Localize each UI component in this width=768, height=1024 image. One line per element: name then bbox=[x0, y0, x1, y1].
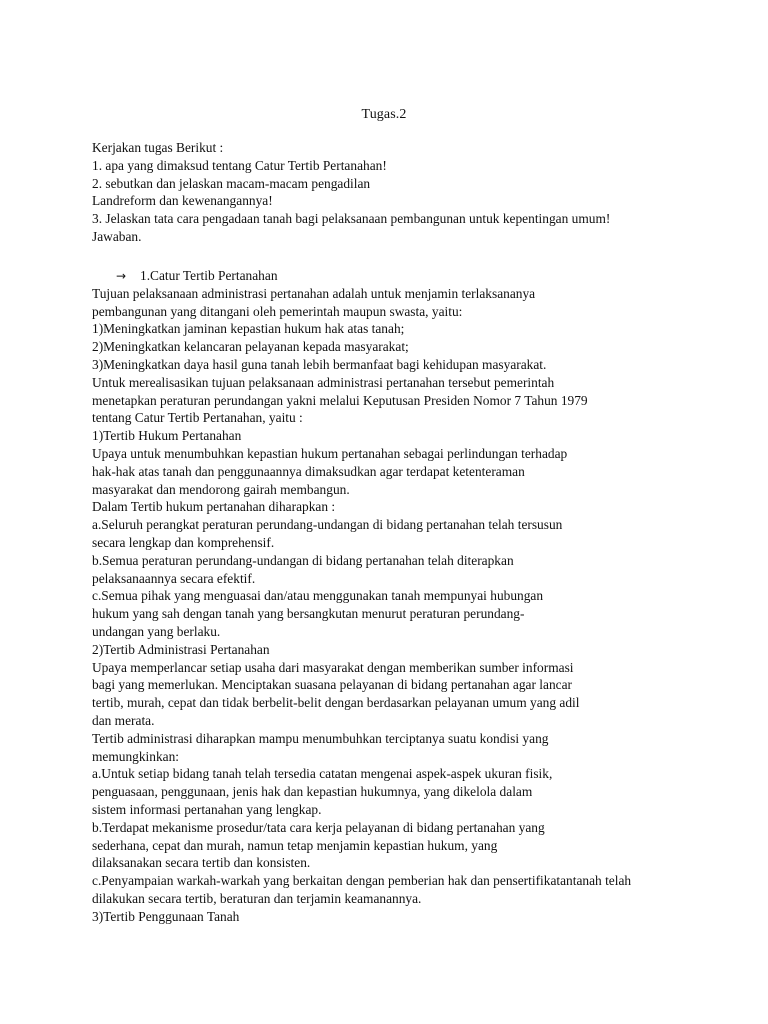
answer-line: Tujuan pelaksanaan administrasi pertanahan adalah untuk menjamin terlaksananya bbox=[92, 285, 536, 301]
answer-line: 3)Tertib Penggunaan Tanah bbox=[92, 908, 240, 924]
answer-line: undangan yang berlaku. bbox=[92, 623, 221, 639]
answer-heading-text: 1.Catur Tertib Pertanahan bbox=[140, 268, 278, 283]
document-title: Tugas.2 bbox=[361, 107, 407, 122]
answer-line: a.Seluruh perangkat peraturan perundang-undangan di bidang pertanahan telah tersusun bbox=[92, 517, 563, 533]
answer-line: b.Terdapat mekanisme prosedur/tata cara kerja pelayanan di bidang pertanahan yang bbox=[92, 819, 545, 835]
answer-line: Upaya untuk menumbuhkan kepastian hukum pertanahan sebagai perlindungan terhadap bbox=[92, 445, 568, 461]
answer-line: dan merata. bbox=[92, 712, 155, 728]
answer-line: 1)Tertib Hukum Pertanahan bbox=[92, 428, 242, 444]
answer-line: pelaksanaannya secara efektif. bbox=[92, 570, 256, 586]
answer-heading bbox=[92, 267, 692, 285]
answer-line: b.Semua peraturan perundang-undangan di bidang pertanahan telah diterapkan bbox=[92, 552, 514, 568]
answer-line: tertib, murah, cepat dan tidak berbelit-belit dengan berdasarkan pelayanan umum yang adil bbox=[92, 695, 580, 711]
answer-line: secara lengkap dan komprehensif. bbox=[92, 534, 275, 550]
answer-section bbox=[92, 267, 692, 925]
answer-line: Upaya memperlancar setiap usaha dari masyarakat dengan memberikan sumber informasi bbox=[92, 659, 574, 675]
answer-line: bagi yang memerlukan. Menciptakan suasana pelayanan di bidang pertanahan agar lancar bbox=[92, 677, 572, 693]
answer-line: tentang Catur Tertib Pertanahan, yaitu : bbox=[92, 410, 303, 426]
answer-line: dilakukan secara tertib, beraturan dan terjamin keamanannya. bbox=[92, 890, 422, 906]
answer-line: hak-hak atas tanah dan penggunaannya dimaksudkan agar terdapat ketenteraman bbox=[92, 463, 525, 479]
answer-line: sistem informasi pertanahan yang lengkap. bbox=[92, 801, 322, 817]
answer-line: 1)Meningkatkan jaminan kepastian hukum hak atas tanah; bbox=[92, 321, 405, 337]
answer-line: masyarakat dan mendorong gairah membangun. bbox=[92, 481, 350, 497]
answer-line: pembangunan yang ditangani oleh pemerintah maupun swasta, yaitu: bbox=[92, 303, 463, 319]
arrow-right-icon: → bbox=[116, 269, 127, 283]
answer-line: Untuk merealisasikan tujuan pelaksanaan administrasi pertanahan tersebut pemerintah bbox=[92, 374, 555, 390]
answer-label: Jawaban. bbox=[92, 228, 142, 244]
answer-line: memungkinkan: bbox=[92, 748, 180, 764]
task-list bbox=[92, 139, 692, 246]
answer-line: 3)Meningkatkan daya hasil guna tanah lebih bermanfaat bagi kehidupan masyarakat. bbox=[92, 356, 547, 372]
answer-line: 2)Meningkatkan kelancaran pelayanan kepada masyarakat; bbox=[92, 339, 409, 355]
answer-line: sederhana, cepat dan murah, namun tetap menjamin kepastian hukum, yang bbox=[92, 837, 498, 853]
answer-line: c.Penyampaian warkah-warkah yang berkaitan dengan pemberian hak dan pensertifikatantanah telah bbox=[92, 873, 632, 889]
answer-line: Tertib administrasi diharapkan mampu menumbuhkan terciptanya suatu kondisi yang bbox=[92, 730, 549, 746]
answer-line: c.Semua pihak yang menguasai dan/atau menggunakan tanah mempunyai hubungan bbox=[92, 588, 544, 604]
answer-line: hukum yang sah dengan tanah yang bersangkutan menurut peraturan perundang- bbox=[92, 606, 525, 622]
task-item-3: 3. Jelaskan tata cara pengadaan tanah bagi pelaksanaan pembangunan untuk kepentingan umum! bbox=[92, 211, 611, 227]
answer-line: penguasaan, penggunaan, jenis hak dan kepastian hukumnya, yang dikelola dalam bbox=[92, 784, 533, 800]
task-item-2: 2. sebutkan dan jelaskan macam-macam pengadilan bbox=[92, 175, 371, 191]
task-intro: Kerjakan tugas Berikut : bbox=[92, 140, 224, 155]
answer-line: a.Untuk setiap bidang tanah telah tersedia catatan mengenai aspek-aspek ukuran fisik, bbox=[92, 766, 553, 782]
task-item-2-continued: Landreform dan kewenangannya! bbox=[92, 193, 273, 209]
answer-line: dilaksanakan secara tertib dan konsisten. bbox=[92, 855, 311, 871]
answer-line: 2)Tertib Administrasi Pertanahan bbox=[92, 641, 270, 657]
answer-body bbox=[92, 285, 692, 926]
answer-line: menetapkan peraturan perundangan yakni melalui Keputusan Presiden Nomor 7 Tahun 1979 bbox=[92, 392, 588, 408]
answer-line: Dalam Tertib hukum pertanahan diharapkan : bbox=[92, 499, 336, 515]
task-item-1: 1. apa yang dimaksud tentang Catur Tertib Pertanahan! bbox=[92, 157, 387, 173]
